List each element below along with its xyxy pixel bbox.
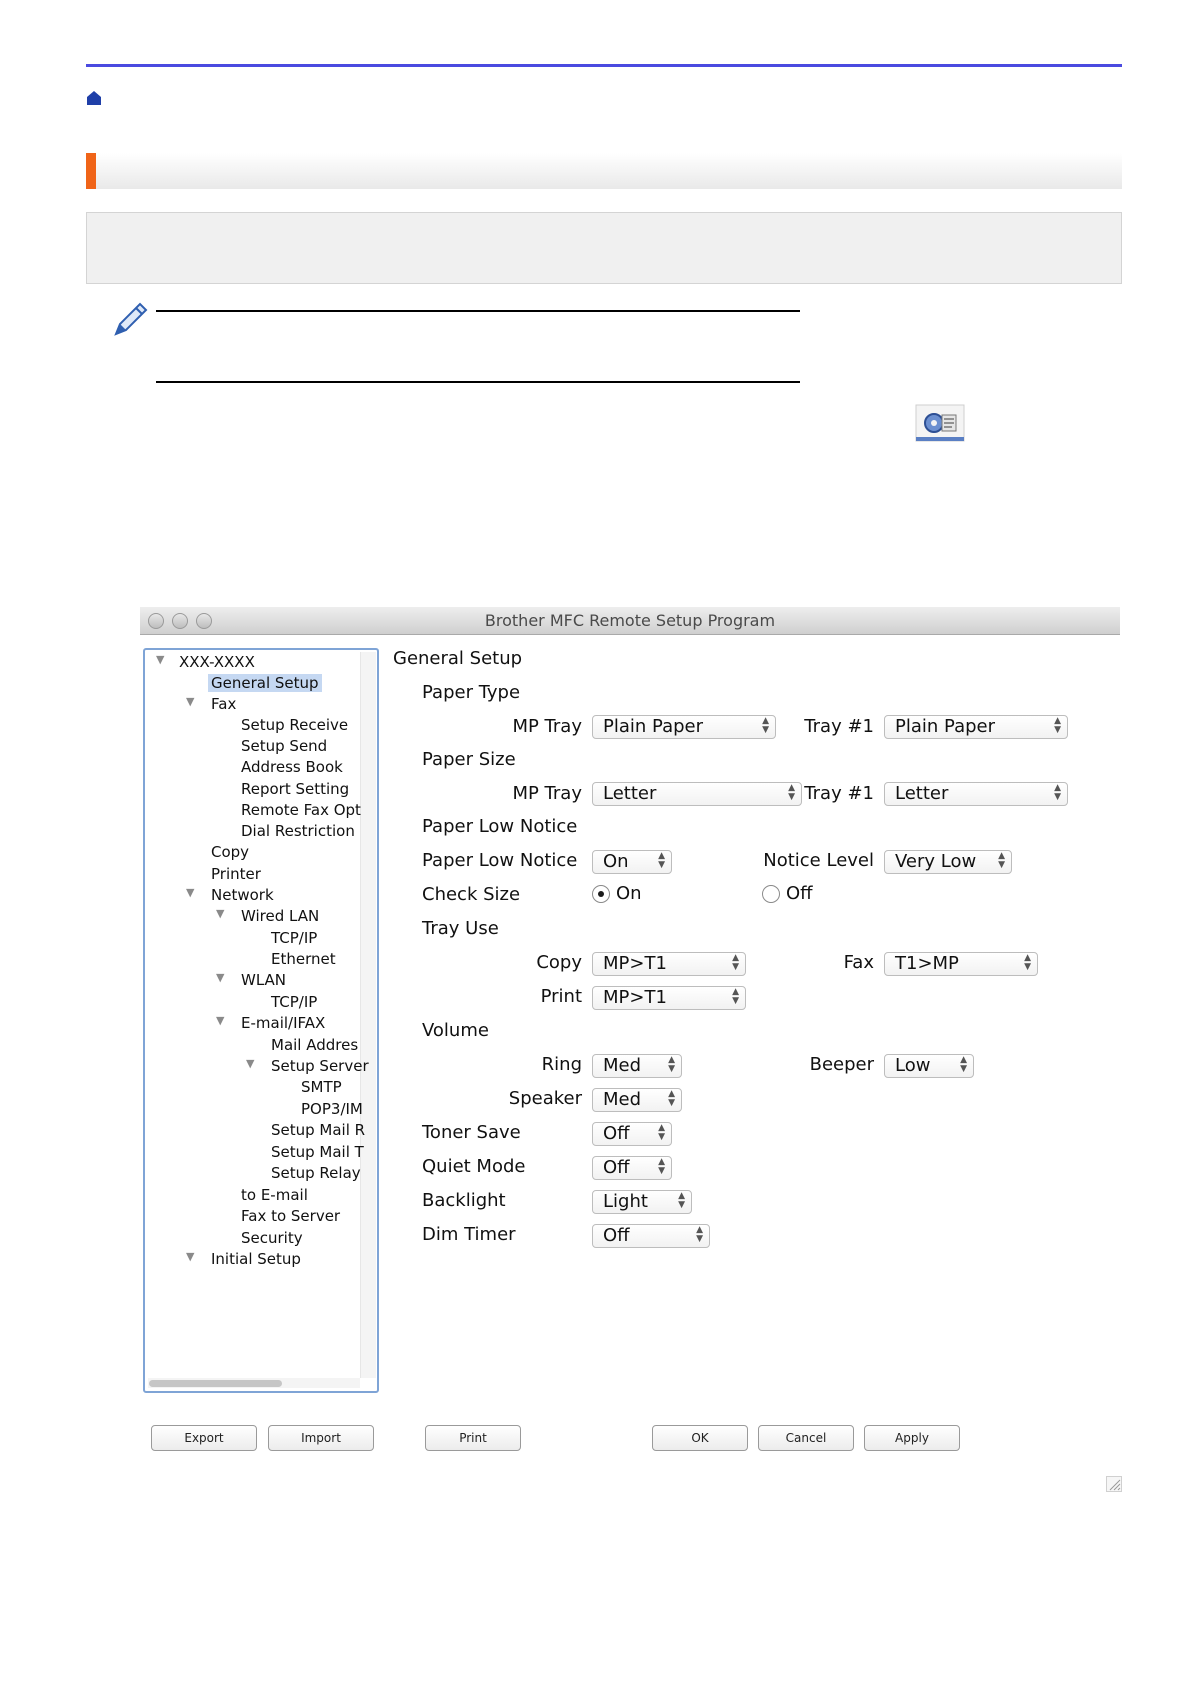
tree-item-setup-server[interactable]: Setup Server [271, 1057, 369, 1075]
stepper-arrows-icon: ▲ ▼ [788, 783, 795, 802]
paper-type-tray1-label: Tray #1 [804, 716, 874, 737]
select-value: Off [603, 1157, 630, 1178]
stepper-arrows-icon: ▲ ▼ [696, 1225, 703, 1244]
resize-grip-icon[interactable] [1106, 1476, 1122, 1492]
remote-setup-icon [914, 403, 966, 443]
tree-item-mail-address[interactable]: Mail Addres [271, 1036, 359, 1054]
tree-item-report-setting[interactable]: Report Setting [241, 780, 350, 798]
top-rule [86, 64, 1122, 67]
info-box [86, 212, 1122, 284]
paper-type-tray1-select[interactable] [884, 715, 1068, 739]
select-value: Letter [603, 783, 657, 804]
stepper-arrows-icon: ▲ ▼ [658, 851, 665, 870]
tree-item-fax-to-server[interactable]: Fax to Server [241, 1207, 341, 1225]
dim-timer-select[interactable] [592, 1224, 710, 1248]
tree-item-printer[interactable]: Printer [211, 865, 261, 883]
tree-item-setup-send[interactable]: Setup Send [241, 737, 328, 755]
select-value: Very Low [895, 851, 977, 872]
tree-item-dial-restriction[interactable]: Dial Restriction [241, 822, 355, 840]
tree-item-copy[interactable]: Copy [211, 843, 250, 861]
volume-speaker-select[interactable] [592, 1088, 682, 1112]
tray-use-copy-label: Copy [536, 952, 582, 973]
volume-speaker-label: Speaker [508, 1088, 582, 1109]
disclosure-triangle-icon[interactable]: ▼ [186, 1250, 195, 1263]
stepper-arrows-icon: ▲ ▼ [1054, 716, 1061, 735]
tree-item-setup-relay[interactable]: Setup Relay [271, 1164, 361, 1182]
check-size-off-radio[interactable] [762, 885, 780, 903]
select-value: Off [603, 1123, 630, 1144]
tray-use-fax-select[interactable] [884, 952, 1038, 976]
window-title: Brother MFC Remote Setup Program [484, 611, 776, 630]
tree-items-viewport [143, 648, 369, 1376]
tree-item-pop3[interactable]: POP3/IM [301, 1100, 363, 1118]
tree-item-network[interactable]: Network [211, 886, 274, 904]
tray-use-copy-select[interactable] [592, 952, 746, 976]
stepper-arrows-icon: ▲ ▼ [668, 1055, 675, 1074]
select-value: Plain Paper [603, 716, 703, 737]
stepper-arrows-icon: ▲ ▼ [668, 1089, 675, 1108]
tree-item-setup-receive[interactable]: Setup Receive [241, 716, 349, 734]
select-value: Plain Paper [895, 716, 995, 737]
select-value: MP>T1 [603, 987, 667, 1008]
tree-item-wlan[interactable]: WLAN [241, 971, 287, 989]
notice-level-select[interactable] [884, 850, 1012, 874]
tree-item-address-book[interactable]: Address Book [241, 758, 343, 776]
ok-button[interactable]: OK [652, 1425, 748, 1451]
tree-item-ethernet[interactable]: Ethernet [271, 950, 336, 968]
stepper-arrows-icon: ▲ ▼ [658, 1157, 665, 1176]
disclosure-triangle-icon[interactable]: ▼ [186, 695, 195, 708]
pencil-note-icon [110, 298, 152, 340]
select-value: Med [603, 1089, 642, 1110]
section-heading-bar [86, 153, 1122, 189]
volume-heading: Volume [422, 1020, 489, 1041]
home-icon[interactable] [86, 90, 102, 106]
select-value: Med [603, 1055, 642, 1076]
toner-save-label: Toner Save [422, 1122, 521, 1143]
select-value: Light [603, 1191, 648, 1212]
check-size-off-label[interactable]: Off [786, 883, 813, 904]
volume-beeper-label: Beeper [809, 1054, 874, 1075]
tree-item-fax[interactable]: Fax [211, 695, 237, 713]
zoom-window-button[interactable] [196, 613, 212, 629]
close-window-button[interactable] [148, 613, 164, 629]
notice-level-label: Notice Level [763, 850, 874, 871]
tree-horizontal-scroll-thumb[interactable] [149, 1380, 282, 1387]
tree-item-smtp[interactable]: SMTP [301, 1078, 342, 1096]
tray-use-print-label: Print [540, 986, 582, 1007]
stepper-arrows-icon: ▲ ▼ [998, 851, 1005, 870]
select-value: MP>T1 [603, 953, 667, 974]
paper-low-notice-label: Paper Low Notice [422, 850, 578, 871]
disclosure-triangle-icon[interactable]: ▼ [216, 1014, 225, 1027]
tree-item-initial-setup[interactable]: Initial Setup [211, 1250, 301, 1268]
paper-size-mp-tray-label: MP Tray [512, 783, 582, 804]
select-value: Letter [895, 783, 949, 804]
stepper-arrows-icon: ▲ ▼ [762, 716, 769, 735]
tray-use-print-select[interactable] [592, 986, 746, 1010]
tray-use-heading: Tray Use [422, 918, 499, 939]
paper-size-tray1-select[interactable] [884, 782, 1068, 806]
stepper-arrows-icon: ▲ ▼ [1024, 953, 1031, 972]
stepper-arrows-icon: ▲ ▼ [658, 1123, 665, 1142]
tray-use-fax-label: Fax [843, 952, 874, 973]
disclosure-triangle-icon[interactable]: ▼ [186, 886, 195, 899]
export-button[interactable]: Export [151, 1425, 257, 1451]
print-button[interactable]: Print [425, 1425, 521, 1451]
select-value: Low [895, 1055, 931, 1076]
disclosure-triangle-icon[interactable]: ▼ [156, 653, 165, 666]
note-top-rule [156, 310, 800, 312]
quiet-mode-label: Quiet Mode [422, 1156, 526, 1177]
dim-timer-label: Dim Timer [422, 1224, 516, 1245]
volume-beeper-select[interactable] [884, 1054, 974, 1078]
tree-item-wired-tcpip[interactable]: TCP/IP [271, 929, 318, 947]
tree-item-setup-mail-tx[interactable]: Setup Mail T [271, 1143, 364, 1161]
tree-item-email-ifax[interactable]: E-mail/IFAX [241, 1014, 326, 1032]
paper-low-notice-select[interactable] [592, 850, 672, 874]
paper-type-mp-tray-select[interactable] [592, 715, 776, 739]
tree-item-to-email[interactable]: to E-mail [241, 1186, 308, 1204]
select-value: T1>MP [895, 953, 959, 974]
check-size-on-label[interactable]: On [616, 883, 642, 904]
tree-item-security[interactable]: Security [241, 1229, 303, 1247]
volume-ring-label: Ring [541, 1054, 582, 1075]
quiet-mode-select[interactable] [592, 1156, 672, 1180]
minimize-window-button[interactable] [172, 613, 188, 629]
tree-item-wlan-tcpip[interactable]: TCP/IP [271, 993, 318, 1011]
tree-item-setup-mail-rx[interactable]: Setup Mail R [271, 1121, 366, 1139]
check-size-on-radio[interactable] [592, 885, 610, 903]
backlight-label: Backlight [422, 1190, 506, 1211]
check-size-label: Check Size [422, 884, 521, 905]
disclosure-triangle-icon[interactable]: ▼ [216, 971, 225, 984]
stepper-arrows-icon: ▲ ▼ [960, 1055, 967, 1074]
tree-item-remote-fax-opt[interactable]: Remote Fax Opt [241, 801, 361, 819]
window-title-bar [140, 607, 1120, 635]
apply-button[interactable]: Apply [864, 1425, 960, 1451]
disclosure-triangle-icon[interactable]: ▼ [216, 907, 225, 920]
tree-item-wired-lan[interactable]: Wired LAN [241, 907, 320, 925]
paper-size-tray1-label: Tray #1 [804, 783, 874, 804]
volume-ring-select[interactable] [592, 1054, 682, 1078]
backlight-select[interactable] [592, 1190, 692, 1214]
import-button[interactable]: Import [268, 1425, 374, 1451]
stepper-arrows-icon: ▲ ▼ [678, 1191, 685, 1210]
panel-title: General Setup [393, 648, 523, 669]
tree-item-root[interactable]: XXX-XXXX [179, 653, 255, 671]
tree-item-general-setup[interactable]: General Setup [208, 674, 322, 692]
stepper-arrows-icon: ▲ ▼ [732, 987, 739, 1006]
section-heading-accent [86, 153, 96, 189]
paper-size-mp-tray-select[interactable] [592, 782, 802, 806]
paper-type-heading: Paper Type [422, 682, 521, 703]
tree-vertical-scrollbar[interactable] [360, 652, 376, 1378]
paper-type-mp-tray-label: MP Tray [512, 716, 582, 737]
cancel-button[interactable]: Cancel [758, 1425, 854, 1451]
note-bottom-rule [156, 381, 800, 383]
select-value: Off [603, 1225, 630, 1246]
toner-save-select[interactable] [592, 1122, 672, 1146]
paper-size-heading: Paper Size [422, 749, 516, 770]
select-value: On [603, 851, 629, 872]
stepper-arrows-icon: ▲ ▼ [1054, 783, 1061, 802]
paper-low-notice-heading: Paper Low Notice [422, 816, 578, 837]
disclosure-triangle-icon[interactable]: ▼ [246, 1057, 255, 1070]
stepper-arrows-icon: ▲ ▼ [732, 953, 739, 972]
